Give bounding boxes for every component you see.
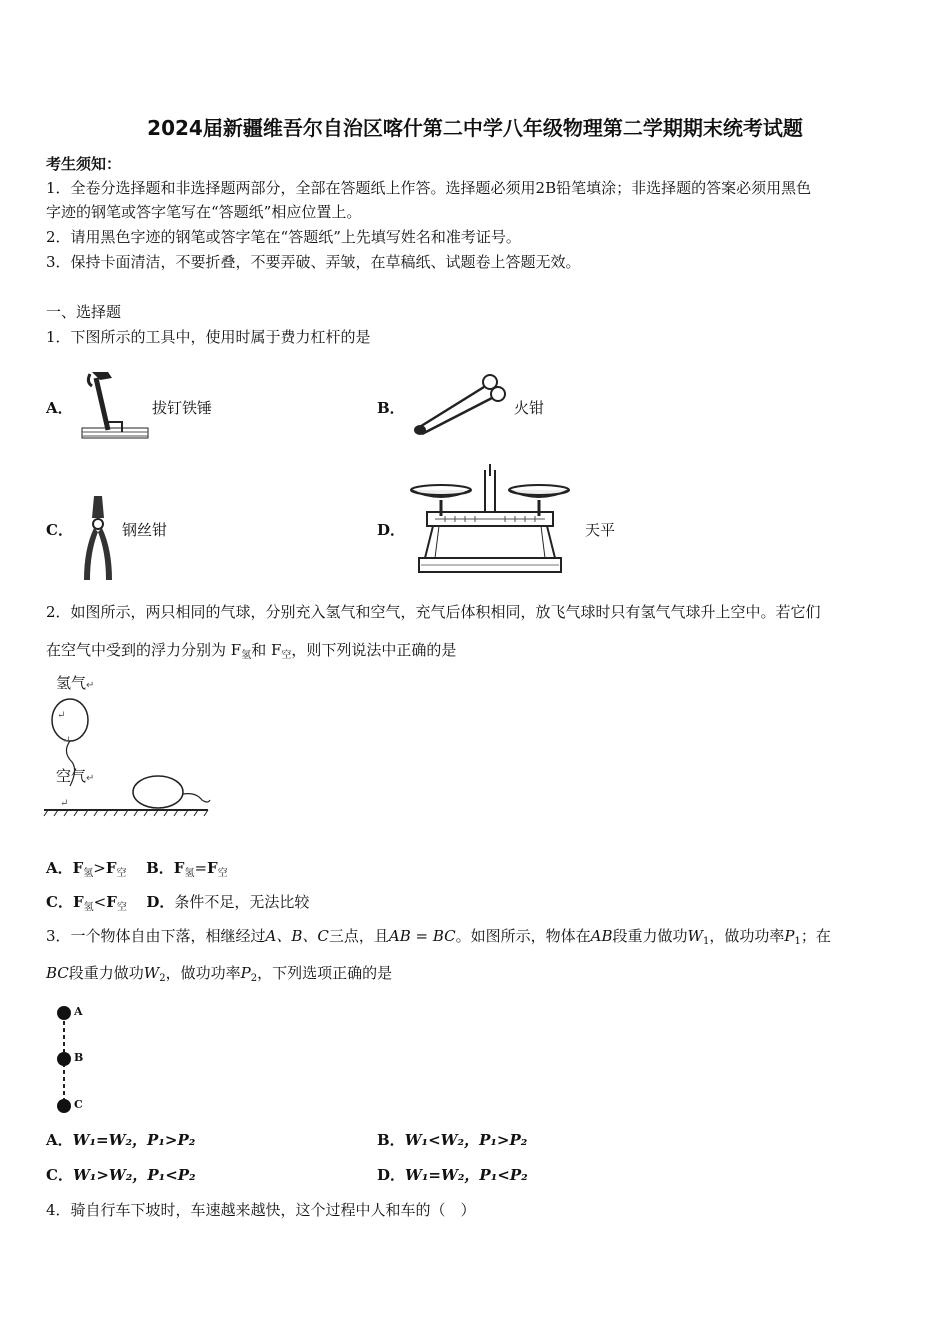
q2-option-b-sub1: 氢: [184, 868, 195, 879]
q3-s1a: 3．一个物体自由下落，相继经过: [46, 927, 266, 945]
q3-option-a: [46, 1130, 195, 1150]
point-c-label: C: [74, 1098, 83, 1111]
q3-stem-line-1: [46, 926, 831, 952]
q2-stem-sub-k: 空: [281, 650, 292, 661]
q3-option-d-text: W₁=W₂，P₁<P₂: [405, 1166, 528, 1184]
fig-air-text: 空气: [56, 767, 87, 785]
q3-s1l: 1: [794, 936, 801, 947]
q2-option-a-rel: >: [93, 859, 106, 877]
q3-option-c-text: W₁>W₂，P₁<P₂: [72, 1166, 196, 1184]
point-b-label: B: [74, 1051, 84, 1064]
q2-option-d-label: D．: [146, 893, 175, 911]
q3-s1k: P: [784, 927, 795, 945]
q2-stem-line-1: 2．如图所示，两只相同的气球，分别充入氢气和空气，充气后体积相同，放飞气球时只有氢气气球升上空中。若它们: [46, 603, 821, 621]
q2-option-b-f1: F: [173, 859, 185, 877]
q3-stem-line-2: [46, 963, 392, 989]
q2-option-a-sub2: 空: [116, 868, 127, 879]
q2-option-a-f1: F: [72, 859, 84, 877]
q2-option-b-f2: F: [207, 859, 218, 877]
q1-option-b-label: B．: [377, 399, 405, 417]
q1-stem: 1．下图所示的工具中，使用时属于费力杠杆的是: [46, 328, 371, 346]
q1-option-a-label: A．: [46, 399, 73, 417]
air-balloon: [133, 776, 183, 808]
q3-option-b-text: W₁<W₂，P₁>P₂: [404, 1131, 528, 1149]
q3-option-d-label: D．: [377, 1166, 406, 1184]
q3-option-b-label: B．: [377, 1131, 405, 1149]
q3-s2h: ，下列选项正确的是: [257, 964, 393, 982]
point-c-dot: [57, 1099, 71, 1113]
q2-option-d-text: 条件不足，无法比较: [174, 893, 310, 911]
balance-scale-figure: [405, 462, 575, 582]
q3-s1h: W: [687, 927, 703, 945]
q3-s1j: ，做功功率: [709, 927, 785, 945]
q1-option-c-text: 钢丝钳: [122, 521, 168, 539]
notice-line-1a: 1．全卷分选择题和非选择题两部分，全部在答题纸上作答。选择题必须用2B铅笔填涂；非选择题的答案必须用黑色: [46, 179, 812, 197]
fire-tongs-figure: [408, 370, 508, 440]
q3-s1b: A、B、C: [265, 927, 329, 945]
q3-s2g: 2: [250, 973, 258, 984]
q2-option-a-label: A．: [46, 859, 73, 877]
q2-option-b-rel: =: [194, 859, 208, 877]
claw-hammer-figure: [78, 366, 150, 444]
q2-option-a-sub1: 氢: [83, 868, 94, 879]
point-a-dot: [57, 1006, 71, 1020]
q1-option-a-text: 拔钉铁锤: [152, 399, 213, 417]
q3-s1d: AB = BC: [388, 927, 456, 945]
q2-option-c-sub1: 氢: [83, 902, 94, 913]
q2-option-a-f2: F: [105, 859, 117, 877]
q2-option-b-sub2: 空: [217, 868, 228, 879]
notice-line-2: 2．请用黑色字迹的钢笔或答字笔在“答题纸”上先填写姓名和准考证号。: [46, 228, 521, 246]
q3-s1f: AB: [590, 927, 613, 945]
q2-option-c-sub2: 空: [116, 902, 127, 913]
q2-stem-line-2: [46, 640, 456, 666]
page-title: 2024届新疆维吾尔自治区喀什第二中学八年级物理第二学期期末统考试题: [147, 116, 803, 140]
q2-options-row-1: [46, 858, 228, 884]
notice-heading: 考生须知：: [46, 155, 122, 173]
q3-option-a-text: W₁=W₂，P₁>P₂: [72, 1131, 196, 1149]
section-heading: 一、选择题: [46, 303, 122, 321]
q2-option-c-f2: F: [106, 893, 117, 911]
q3-s1e: 。如图所示，物体在: [455, 927, 591, 945]
q3-option-c: [46, 1165, 196, 1185]
point-a-label: A: [74, 1005, 83, 1018]
q3-s2a: BC: [46, 964, 69, 982]
q3-s1c: 三点，且: [328, 927, 389, 945]
q2-option-b-label: B．: [146, 859, 174, 877]
q3-option-a-label: A．: [46, 1131, 73, 1149]
fig-air-mark: ↵: [86, 773, 95, 784]
q2-stem-sub-h: 氢: [241, 650, 252, 661]
wire-pliers-figure: [76, 494, 120, 584]
q3-s2e: ，做功功率: [165, 964, 241, 982]
fig-hydrogen-text: 氢气: [56, 674, 87, 692]
q3-s2b: 段重力做功: [68, 964, 144, 982]
q3-option-b: [377, 1130, 527, 1150]
q3-s1m: ；在: [800, 927, 831, 945]
q3-s2d: 2: [159, 973, 166, 984]
q3-option-d: [377, 1165, 528, 1185]
q1-option-c-label: C．: [46, 521, 73, 539]
notice-line-1b: 字迹的钢笔或答字笔写在“答题纸”相应位置上。: [46, 203, 362, 221]
q1-option-b-text: 火钳: [514, 399, 545, 417]
q2-options-row-2: [46, 892, 309, 918]
q3-s1i: 1: [702, 936, 710, 947]
q2-stem-mid: 和 F: [251, 641, 282, 659]
fig-hydrogen-mark: ↵: [86, 680, 95, 691]
q3-option-c-label: C．: [46, 1166, 73, 1184]
q2-option-c-f1: F: [72, 893, 84, 911]
q4-stem: 4．骑自行车下坡时，车速越来越快，这个过程中人和车的（ ）: [46, 1201, 476, 1219]
q2-option-c-label: C．: [46, 893, 73, 911]
q3-s2c: W: [143, 964, 160, 982]
q1-option-d-label: D．: [377, 521, 406, 539]
q2-option-c-rel: <: [93, 893, 107, 911]
q3-s2f: P: [240, 964, 251, 982]
point-b-dot: [57, 1052, 71, 1066]
q2-stem-pre: 在空气中受到的浮力分别为 F: [46, 641, 242, 659]
q3-s1g: 段重力做功: [612, 927, 688, 945]
q1-option-d-text: 天平: [585, 521, 616, 539]
q2-stem-post: ，则下列说法中正确的是: [291, 641, 457, 659]
notice-line-3: 3．保持卡面清洁，不要折叠，不要弄破、弄皱，在草稿纸、试题卷上答题无效。: [46, 253, 581, 271]
